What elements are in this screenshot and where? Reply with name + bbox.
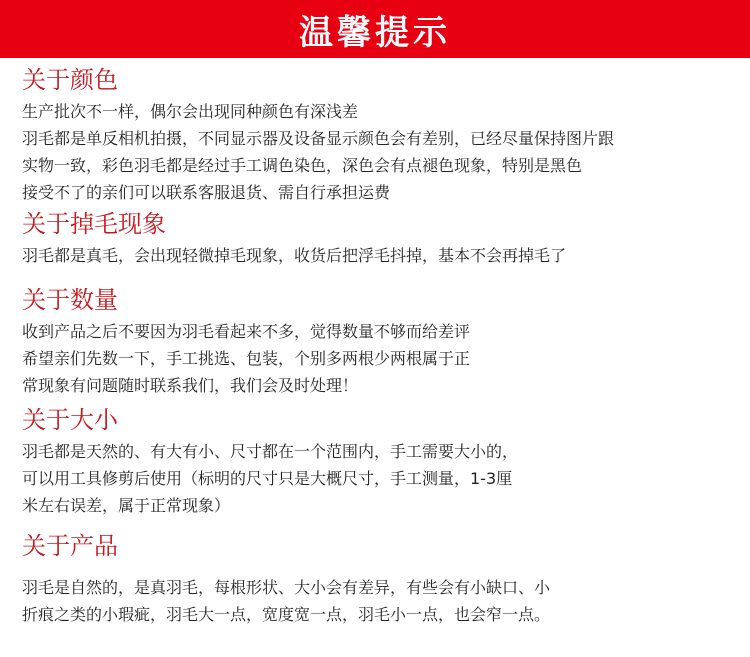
section-heading: 关于颜色 <box>22 66 118 94</box>
section-text-line: 收到产品之后不要因为羽毛看起来不多，觉得数量不够而给差评 <box>22 322 471 341</box>
section-text-line: 羽毛都是天然的、有大有小、尺寸都在一个范围内，手工需要大小的， <box>22 442 519 461</box>
section-heading: 关于产品 <box>22 532 118 560</box>
section-text-line: 接受不了的亲们可以联系客服退货、需自行承担运费 <box>22 183 391 202</box>
section-heading: 关于掉毛现象 <box>22 210 166 238</box>
section-text-line: 生产批次不一样，偶尔会出现同种颜色有深浅差 <box>22 102 359 121</box>
section-text-line: 常现象有问题随时联系我们，我们会及时处理！ <box>22 376 359 395</box>
section-text-line: 羽毛都是单反相机拍摄，不同显示器及设备显示颜色会有差别，已经尽量保持图片跟 <box>22 129 615 148</box>
page-title: 温馨提示 <box>299 12 451 53</box>
section-color <box>22 66 742 206</box>
section-text-line: 羽毛都是真毛，会出现轻微掉毛现象，收货后把浮毛抖掉，基本不会再掉毛了 <box>22 246 567 265</box>
section-text-line: 希望亲们先数一下，手工挑选、包装，个别多两根少两根属于正 <box>22 349 471 368</box>
section-quantity <box>22 286 742 399</box>
section-text-line: 折痕之类的小瑕疵，羽毛大一点，宽度宽一点，羽毛小一点，也会窄一点。 <box>22 605 551 624</box>
title-banner <box>0 0 750 58</box>
section-heading: 关于大小 <box>22 406 118 434</box>
section-shedding <box>22 210 742 269</box>
section-size <box>22 406 742 519</box>
section-heading: 关于数量 <box>22 286 118 314</box>
section-product <box>22 532 742 628</box>
section-text-line: 米左右误差，属于正常现象） <box>22 496 231 515</box>
section-text-line: 可以用工具修剪后使用（标明的尺寸只是大概尺寸，手工测量，1-3厘 <box>22 469 513 488</box>
section-text-line: 羽毛是自然的，是真羽毛，每根形状、大小会有差异，有些会有小缺口、小 <box>22 578 551 597</box>
section-text-line: 实物一致，彩色羽毛都是经过手工调色染色，深色会有点褪色现象，特别是黑色 <box>22 156 583 175</box>
